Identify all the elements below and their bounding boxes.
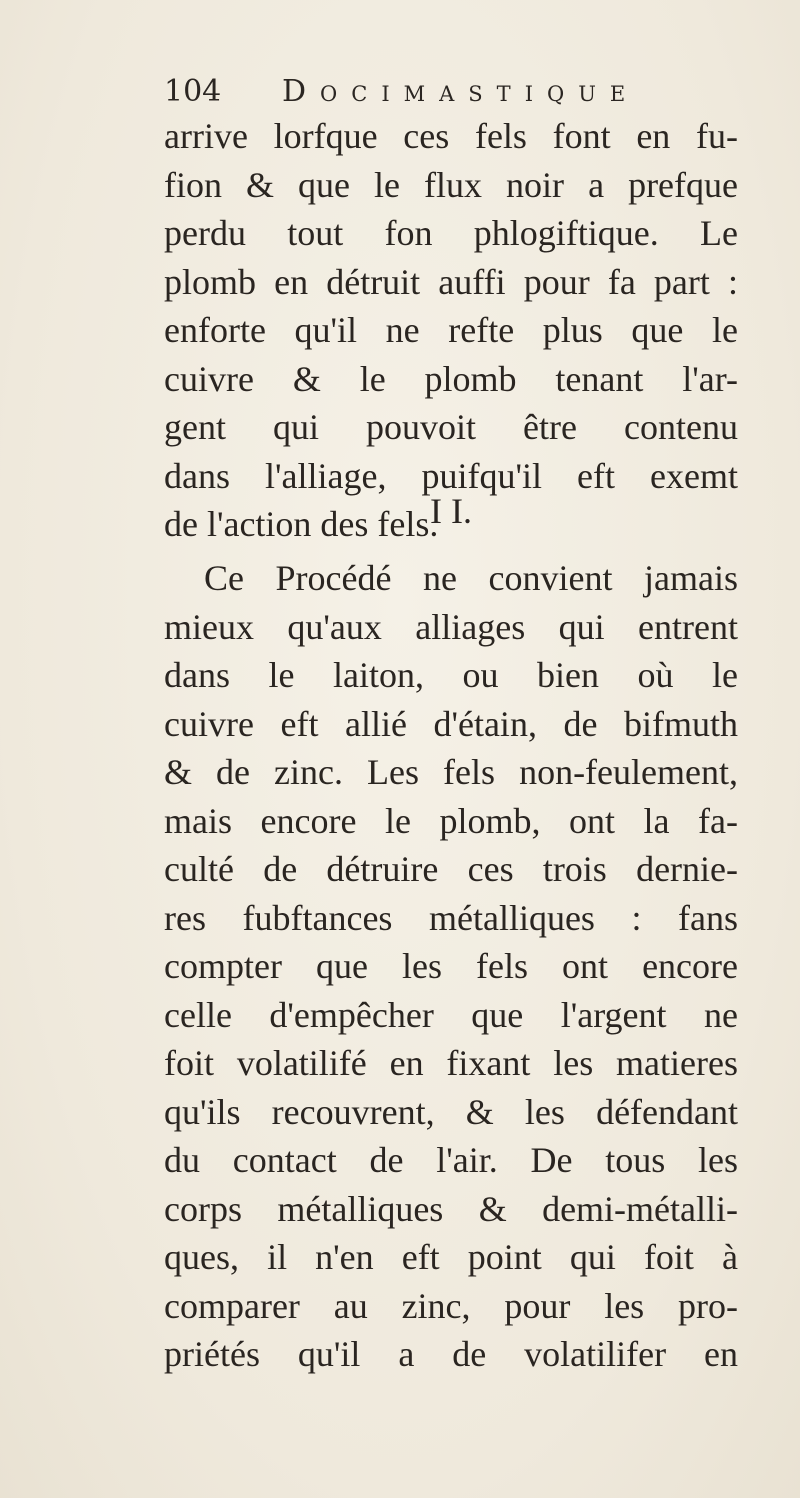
text-line: dans l'alliage, puifqu'il eft exemt	[164, 455, 738, 496]
text-line: mieux qu'aux alliages qui entrent	[164, 606, 738, 647]
text-line: corps métalliques & demi-métalli-	[164, 1188, 738, 1229]
text-line: gent qui pouvoit être contenu	[164, 407, 738, 447]
text-line: Ce Procédé ne convient jamais	[204, 558, 738, 598]
text-line: culté de détruire ces trois dernie-	[164, 849, 738, 889]
text-line: priétés qu'il a de volatilifer en	[164, 1334, 738, 1374]
text-line: mais encore le plomb, ont la fa-	[164, 800, 738, 841]
text-line: fion & que le flux noir a prefque	[164, 164, 738, 205]
paragraph-2	[164, 554, 738, 1379]
running-title: Docimastique	[282, 74, 640, 109]
text-line: perdu tout fon phlogiftique. Le	[164, 213, 738, 253]
text-line: du contact de l'air. De tous les	[164, 1140, 738, 1180]
page-number: 104	[164, 74, 222, 109]
text-line: cuivre & le plomb tenant l'ar-	[164, 358, 738, 399]
text-line: & de zinc. Les fels non-feulement,	[164, 752, 738, 792]
text-line: arrive lorfque ces fels font en fu-	[164, 116, 738, 156]
text-line: plomb en détruit auffi pour fa part :	[164, 261, 738, 302]
page-header	[164, 70, 684, 114]
text-line: enforte qu'il ne refte plus que le	[164, 310, 738, 350]
text-line: dans le laiton, ou bien où le	[164, 655, 738, 695]
text-line: ques, il n'en eft point qui foit à	[164, 1237, 738, 1277]
text-line: qu'ils recouvrent, & les défendant	[164, 1091, 738, 1132]
text-line: comparer au zinc, pour les pro-	[164, 1285, 738, 1326]
text-line: res fubftances métalliques : fans	[164, 897, 738, 938]
text-line: de l'action des fels.	[164, 504, 439, 544]
text-line: celle d'empêcher que l'argent ne	[164, 994, 738, 1035]
text-line: cuivre eft allié d'étain, de bifmuth	[164, 703, 738, 744]
text-line: foit volatilifé en fixant les matieres	[164, 1043, 738, 1083]
section-heading: I I.	[430, 491, 472, 531]
text-line: compter que les fels ont encore	[164, 946, 738, 986]
paragraph-1	[164, 112, 738, 549]
